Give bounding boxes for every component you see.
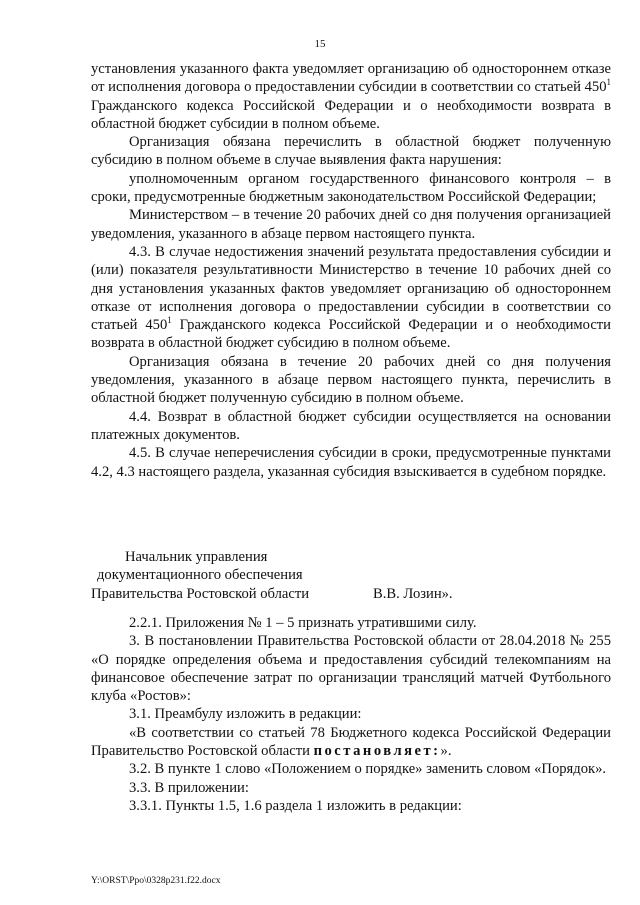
paragraph: 3. В постановлении Правительства Ростовской области от 28.04.2018 № 255 «О порядке определения объема и предоставления субсидий телекомпаниям на финансовое обеспечение затрат по организации трансляций матчей Футбольного клуба «Ростов»: <box>91 633 611 705</box>
signature-title-line2: документационного обеспечения <box>97 567 303 584</box>
paragraph: уполномоченным органом государственного финансового контроля – в сроки, предусмотренные бюджетным законодательством Российской Федерации; <box>91 170 611 206</box>
signature-title-line3: Правительства Ростовской области <box>91 585 310 602</box>
emphasized-word: постановляет: <box>313 743 441 760</box>
file-path-footer: Y:\ORST\Ppo\0328p231.f22.docx <box>91 876 221 886</box>
signature-title-line1: Начальник управления <box>125 549 268 565</box>
paragraph: «В соответствии со статьей 78 Бюджетного кодекса Российской Федерации Правительство Ростовской области постановляет:». <box>91 724 611 760</box>
paragraph: Организация обязана перечислить в областной бюджет полученную субсидию в полном объеме в случае выявления факта нарушения: <box>91 134 611 169</box>
paragraph: 3.1. Преамбулу изложить в редакции: <box>129 706 362 723</box>
paragraph: 3.3.1. Пункты 1.5, 1.6 раздела 1 изложить в редакции: <box>129 797 462 814</box>
paragraph: 3.2. В пункте 1 слово «Положением о порядке» заменить словом «Порядок». <box>129 761 607 778</box>
signatory-name: В.В. Лозин». <box>373 585 453 602</box>
paragraph: 4.4. Возврат в областной бюджет субсидии осуществляется на основании платежных документов. <box>91 408 611 443</box>
paragraph: 2.2.1. Приложения № 1 – 5 признать утратившими силу. <box>129 615 477 631</box>
paragraph: Организация обязана в течение 20 рабочих дней со дня получения уведомления, указанного в абзаце первом настоящего пункта, перечислить в областной бюджет полученную субсидию в полном объеме. <box>91 353 611 407</box>
page-number: 15 <box>314 38 326 50</box>
paragraph: установления указанного факта уведомляет организацию об одностороннем отказе от исполнения договора о предоставлении субсидии в соответствии со статьей $450^1$ Гражданского кодекса Российской Федерации и о необходимости возврата в областной бюджет субсидии в полном объеме. <box>91 61 611 132</box>
paragraph: 4.3. В случае недостижения значений результата предоставления субсидии и (или) показателя результативности Министерство в течение 10 рабочих дней со дня установления указанных фактов уведомляет организацию об одностороннем отказе от исполнения договора о предоставлении субсидии в соответствии со статьей $450^1$ Гражданского кодекса Российской Федерации и о необходимости возврата в областной бюджет субсидию в полном объеме. <box>91 243 611 352</box>
paragraph: 3.3. В приложении: <box>129 779 249 796</box>
paragraph: 4.5. В случае неперечисления субсидии в сроки, предусмотренные пунктами 4.2, 4.3 настоящего раздела, указанная субсидия взыскивается в судебном порядке. <box>91 445 611 480</box>
signature-block <box>91 548 611 603</box>
paragraph: Министерством – в течение 20 рабочих дней со дня получения организацией уведомления, указанного в абзаце первом настоящего пункта. <box>91 207 611 242</box>
document-body <box>91 60 611 481</box>
document-body-continued <box>91 614 611 815</box>
